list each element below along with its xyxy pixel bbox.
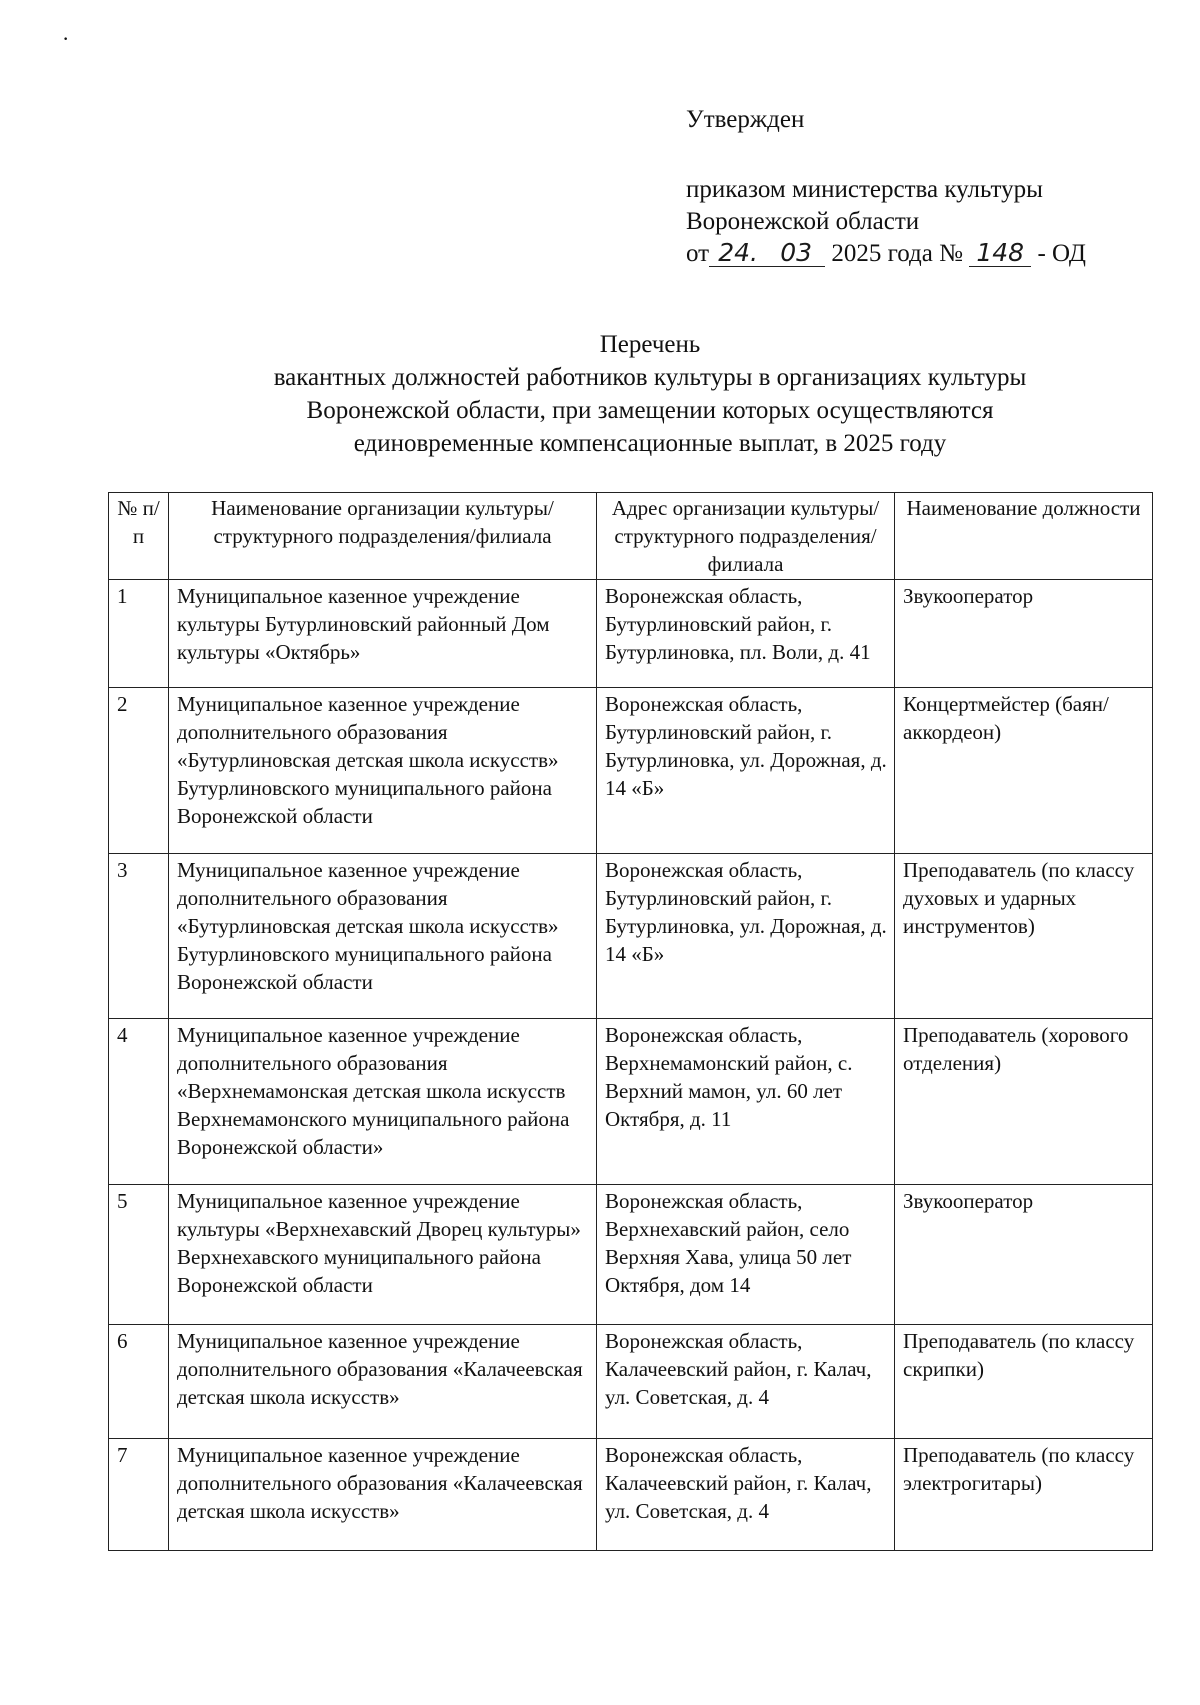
cell-position: Звукооператор [895, 580, 1153, 688]
header-position: Наименование должности [895, 493, 1153, 580]
header-org: Наименование организации культуры/структурного подразделения/филиала [169, 493, 597, 580]
table-row [109, 1019, 1153, 1185]
cell-org: Муниципальное казенное учреждение дополнительного образования «Бутурлиновская детская школа искусств» Бутурлиновского муниципального района Воронежской области [169, 854, 597, 1019]
cell-addr: Воронежская область, Бутурлиновский район, г. Бутурлиновка, пл. Воли, д. 41 [597, 580, 895, 688]
scan-speck: · [62, 26, 70, 51]
table-header-row [109, 493, 1153, 580]
title-line-4: единовременные компенсационные выплат, в 2025 году [353, 430, 947, 457]
cell-position: Преподаватель (по классу электрогитары) [895, 1439, 1153, 1551]
cell-num: 3 [109, 854, 169, 1019]
cell-position: Концертмейстер (баян/аккордеон) [895, 688, 1153, 854]
cell-org: Муниципальное казенное учреждение дополнительного образования «Калачеевская детская школа искусств» [169, 1439, 597, 1551]
cell-org: Муниципальное казенное учреждение дополнительного образования «Калачеевская детская школа искусств» [169, 1325, 597, 1439]
order-line-1: приказом министерства культуры [686, 176, 1043, 203]
approval-block [686, 104, 1086, 270]
handwritten-date-day: 24. [709, 240, 767, 267]
cell-num: 5 [109, 1185, 169, 1325]
document-title [100, 328, 1200, 460]
cell-num: 7 [109, 1439, 169, 1551]
title-line-1: Перечень [599, 331, 701, 358]
cell-addr: Воронежская область, Бутурлиновский район, г. Бутурлиновка, ул. Дорожная, д. 14 «Б» [597, 854, 895, 1019]
table-row [109, 854, 1153, 1019]
cell-org: Муниципальное казенное учреждение культуры Бутурлиновский районный Дом культуры «Октябрь» [169, 580, 597, 688]
cell-addr: Воронежская область, Верхнехавский район, село Верхняя Хава, улица 50 лет Октября, дом 14 [597, 1185, 895, 1325]
cell-num: 2 [109, 688, 169, 854]
table-row [109, 1325, 1153, 1439]
cell-addr: Воронежская область, Верхнемамонский район, с. Верхний мамон, ул. 60 лет Октября, д. 11 [597, 1019, 895, 1185]
cell-addr: Воронежская область, Бутурлиновский район, г. Бутурлиновка, ул. Дорожная, д. 14 «Б» [597, 688, 895, 854]
cell-num: 1 [109, 580, 169, 688]
cell-position: Преподаватель (хорового отделения) [895, 1019, 1153, 1185]
table-row [109, 688, 1153, 854]
cell-org: Муниципальное казенное учреждение культуры «Верхнехавский Дворец культуры» Верхнехавского муниципального района Воронежской области [169, 1185, 597, 1325]
cell-position: Звукооператор [895, 1185, 1153, 1325]
title-line-2: вакантных должностей работников культуры в организациях культуры [273, 364, 1027, 391]
cell-num: 4 [109, 1019, 169, 1185]
cell-addr: Воронежская область, Калачеевский район, г. Калач, ул. Советская, д. 4 [597, 1439, 895, 1551]
cell-num: 6 [109, 1325, 169, 1439]
vacancies-table [108, 492, 1153, 1551]
year-text: 2025 года № [831, 240, 963, 267]
order-date-line [686, 238, 1086, 270]
cell-org: Муниципальное казенное учреждение дополнительного образования «Верхнемамонская детская школа искусств Верхнемамонского муниципального района Воронежской области» [169, 1019, 597, 1185]
handwritten-order-number: 148 [969, 240, 1031, 267]
table-row [109, 1439, 1153, 1551]
cell-position: Преподаватель (по классу духовых и ударных инструментов) [895, 854, 1153, 1019]
date-prefix: от [686, 240, 710, 267]
table-row [109, 1185, 1153, 1325]
order-line-2: Воронежской области [686, 208, 920, 235]
cell-addr: Воронежская область, Калачеевский район, г. Калач, ул. Советская, д. 4 [597, 1325, 895, 1439]
order-suffix: - ОД [1037, 240, 1086, 267]
table-row [109, 580, 1153, 688]
approved-label: Утвержден [686, 106, 805, 133]
title-line-3: Воронежской области, при замещении которых осуществляются [306, 397, 994, 424]
header-addr: Адрес организации культуры/структурного подразделения/филиала [597, 493, 895, 580]
handwritten-date-month: 03 [767, 240, 825, 267]
cell-org: Муниципальное казенное учреждение дополнительного образования «Бутурлиновская детская школа искусств» Бутурлиновского муниципального района Воронежской области [169, 688, 597, 854]
header-num: № п/п [109, 493, 169, 580]
cell-position: Преподаватель (по классу скрипки) [895, 1325, 1153, 1439]
